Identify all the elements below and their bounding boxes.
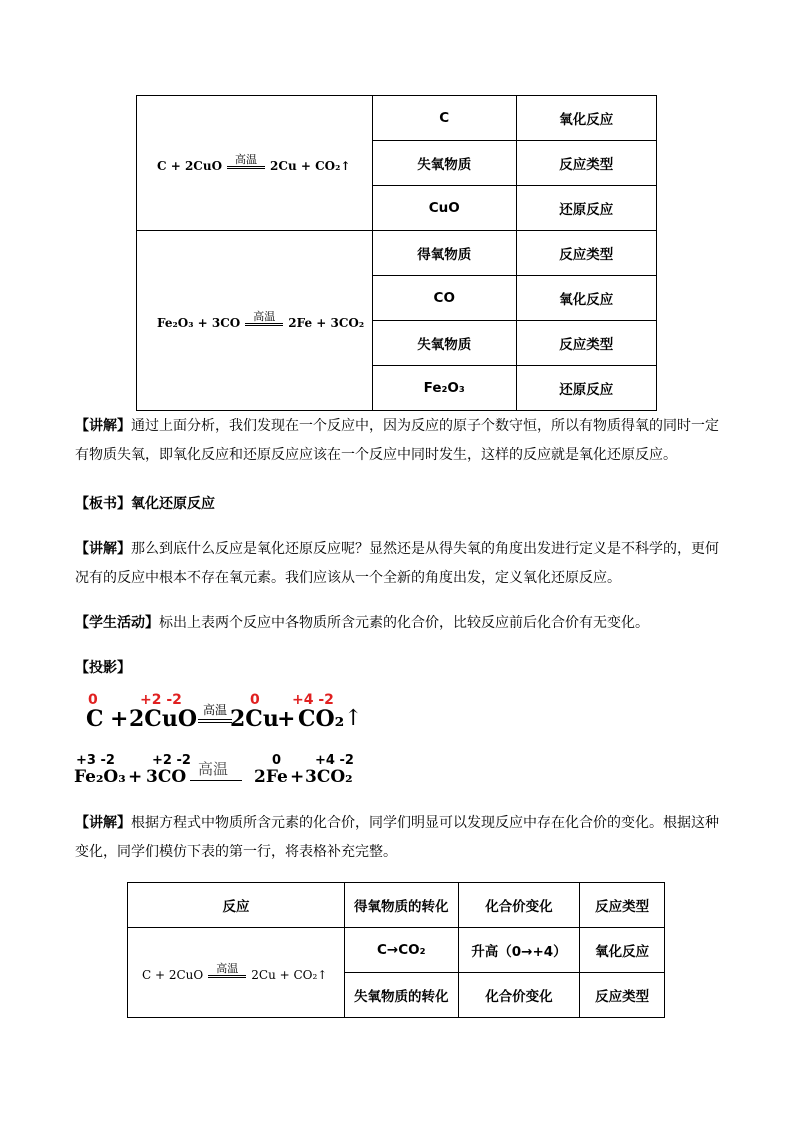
reaction-condition-text: 高温 xyxy=(216,962,239,975)
table-cell: 化合价变化 xyxy=(458,973,580,1018)
valence-label: +2 -2 xyxy=(152,753,191,768)
section-tag: 【学生活动】 xyxy=(75,615,159,631)
section-tag: 【讲解】 xyxy=(75,541,131,557)
reaction2-condition-text: 高温 xyxy=(253,310,276,323)
formula-cu: 2Cu xyxy=(230,706,279,732)
paragraph-text: 标出上表两个反应中各物质所含元素的化合价，比较反应前后化合价有无变化。 xyxy=(159,615,649,631)
reaction1-reactants: C + 2CuO xyxy=(157,158,223,173)
formula-fe2o3: Fe₂O₃ xyxy=(74,767,126,787)
valence-label: 0 xyxy=(250,692,260,708)
reaction2-equation xyxy=(137,231,373,411)
valence-label: +2 -2 xyxy=(140,692,182,708)
table-cell: C xyxy=(372,96,516,141)
formula-fe: 2Fe xyxy=(254,767,288,787)
gas-arrow: ↑ xyxy=(344,706,363,731)
formula-cuo: 2CuO xyxy=(129,706,197,732)
table2-reaction-equation xyxy=(128,928,345,1018)
plus-sign: + xyxy=(128,767,143,787)
paragraph-projection xyxy=(75,654,725,683)
table-cell: 还原反应 xyxy=(516,366,656,411)
reaction1-equation xyxy=(137,96,373,231)
table-cell: CuO xyxy=(372,186,516,231)
table-cell: 反应类型 xyxy=(516,231,656,276)
valence-label: 0 xyxy=(272,753,282,768)
section-tag: 【讲解】 xyxy=(75,815,131,831)
table-cell: 氧化反应 xyxy=(580,928,665,973)
reaction-products: 2Cu + CO₂↑ xyxy=(251,968,328,982)
table-header: 反应 xyxy=(128,883,345,928)
paragraph-explanation-2 xyxy=(75,535,725,593)
section-tag: 【投影】 xyxy=(75,660,131,676)
paragraph-text: 氧化还原反应 xyxy=(131,496,215,512)
formula-c: C xyxy=(86,706,104,732)
reaction-table-2 xyxy=(127,882,665,1018)
table-cell: 还原反应 xyxy=(516,186,656,231)
paragraph-student-activity xyxy=(75,609,725,638)
reaction2-condition xyxy=(245,311,283,330)
table-cell: 氧化反应 xyxy=(516,96,656,141)
reaction-table-1 xyxy=(136,95,657,411)
condition-text: 高温 xyxy=(203,703,228,717)
table-cell: 氧化反应 xyxy=(516,276,656,321)
reaction2-reactants: Fe₂O₃ + 3CO xyxy=(157,316,241,330)
paragraph-text: 那么到底什么反应是氧化还原反应呢？显然还是从得失氧的角度出发进行定义是不科学的，更何况有的反应中根本不存在氧元素。我们应该从一个全新的角度出发，定义氧化还原反应。 xyxy=(75,541,719,586)
paragraph-explanation-1 xyxy=(75,412,725,470)
table-cell: 失氧物质 xyxy=(372,141,516,186)
condition-text: 高温 xyxy=(198,760,229,778)
section-tag: 【讲解】 xyxy=(75,418,131,434)
plus-sign: + xyxy=(110,706,129,732)
plus-sign: + xyxy=(277,706,296,732)
plus-sign: + xyxy=(290,767,305,787)
reaction1-condition xyxy=(227,154,265,173)
paragraph-explanation-3 xyxy=(75,809,725,867)
reaction-reactants: C + 2CuO xyxy=(142,968,204,982)
table-header: 反应类型 xyxy=(580,883,665,928)
formula-co: 3CO xyxy=(146,767,187,787)
table-cell: C→CO₂ xyxy=(344,928,458,973)
table-header: 化合价变化 xyxy=(458,883,580,928)
table-cell: CO xyxy=(372,276,516,321)
paragraph-text: 根据方程式中物质所含元素的化合价，同学们明显可以发现反应中存在化合价的变化。根据这种变化，同学们模仿下表的第一行，将表格补充完整。 xyxy=(75,815,719,860)
valence-label: 0 xyxy=(88,692,98,708)
table-cell: 失氧物质 xyxy=(372,321,516,366)
table-cell: 得氧物质 xyxy=(372,231,516,276)
table-header: 得氧物质的转化 xyxy=(344,883,458,928)
section-tag: 【板书】 xyxy=(75,496,131,512)
equals-line xyxy=(198,719,232,723)
formula-co2: 3CO₂ xyxy=(305,767,353,787)
formula-co2: CO₂ xyxy=(298,706,345,732)
reaction2-products: 2Fe + 3CO₂ xyxy=(288,316,365,330)
reaction1-condition-text: 高温 xyxy=(235,152,258,166)
table-cell: 反应类型 xyxy=(516,321,656,366)
equals-line xyxy=(190,780,242,782)
valence-label: +4 -2 xyxy=(292,692,334,708)
table-cell: 失氧物质的转化 xyxy=(344,973,458,1018)
paragraph-blackboard xyxy=(75,490,725,519)
table-cell: 反应类型 xyxy=(516,141,656,186)
valence-label: +4 -2 xyxy=(315,753,354,768)
paragraph-text: 通过上面分析，我们发现在一个反应中，因为反应的原子个数守恒，所以有物质得氧的同时一定有物质失氧，即氧化反应和还原反应应该在一个反应中同时发生，这样的反应就是氧化还原反应。 xyxy=(75,418,719,463)
table-cell: 升高（0→+4） xyxy=(458,928,580,973)
reaction-condition xyxy=(208,963,246,982)
reaction1-products: 2Cu + CO₂↑ xyxy=(270,158,351,173)
valence-label: +3 -2 xyxy=(76,753,115,768)
table-cell: Fe₂O₃ xyxy=(372,366,516,411)
table-cell: 反应类型 xyxy=(580,973,665,1018)
